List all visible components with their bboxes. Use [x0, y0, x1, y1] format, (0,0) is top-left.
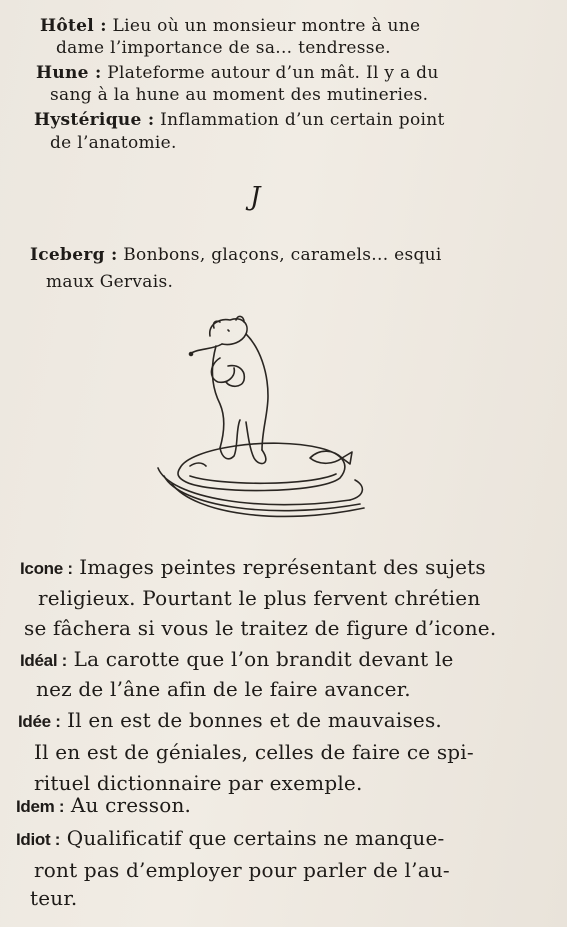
entry-definition-line: ront pas d’employer pour parler de l’au-	[34, 858, 450, 882]
bear-drawing	[150, 308, 370, 528]
entry-term: Iceberg :	[30, 245, 118, 265]
entry-term: Icone :	[20, 559, 73, 578]
entry-definition-line: sang à la hune au moment des mutineries.	[50, 85, 429, 105]
entry-definition: Inflammation d’un certain point	[154, 110, 445, 130]
entry-term: Idiot :	[16, 830, 61, 849]
entry-term: Idem :	[16, 797, 65, 816]
entry-definition: Plateforme autour d’un mât. Il y a du	[101, 63, 439, 83]
entry-term: Hôtel :	[40, 16, 107, 36]
entry-definition: Bonbons, glaçons, caramels... esqui	[117, 245, 442, 265]
entry-definition-line: dame l’importance de sa... tendresse.	[56, 38, 391, 58]
entry-definition: La carotte que l’on brandit devant le	[67, 647, 454, 671]
bear-on-iceberg-illustration	[150, 308, 370, 528]
entry-definition-line: de l’anatomie.	[50, 133, 177, 153]
entry-definition-line: maux Gervais.	[46, 272, 174, 292]
entry-definition-line: se fâchera si vous le traitez de figure d’icone.	[24, 616, 497, 640]
entry-definition: Lieu où un monsieur montre à une	[106, 16, 421, 36]
entry-term: Hystérique :	[34, 110, 155, 130]
entry-term: Hune :	[36, 63, 102, 83]
entry-definition-line: rituel dictionnaire par exemple.	[34, 771, 363, 795]
entry-definition: Images peintes représentant des sujets	[72, 555, 486, 579]
section-letter: J	[250, 182, 261, 212]
entry-definition: Au cresson.	[64, 793, 192, 817]
entry-definition: Qualificatif que certains ne manque-	[60, 826, 445, 850]
entry-definition-line: religieux. Pourtant le plus fervent chrétien	[38, 586, 481, 610]
entry-definition: Il en est de bonnes et de mauvaises.	[60, 708, 442, 732]
entry-term: Idée :	[18, 712, 61, 731]
entry-term: Idéal :	[20, 651, 68, 670]
entry-definition-line: Il en est de géniales, celles de faire ce spi-	[34, 740, 474, 764]
entry-definition-line: nez de l’âne afin de le faire avancer.	[36, 677, 411, 701]
entry-definition-line: teur.	[30, 886, 78, 910]
